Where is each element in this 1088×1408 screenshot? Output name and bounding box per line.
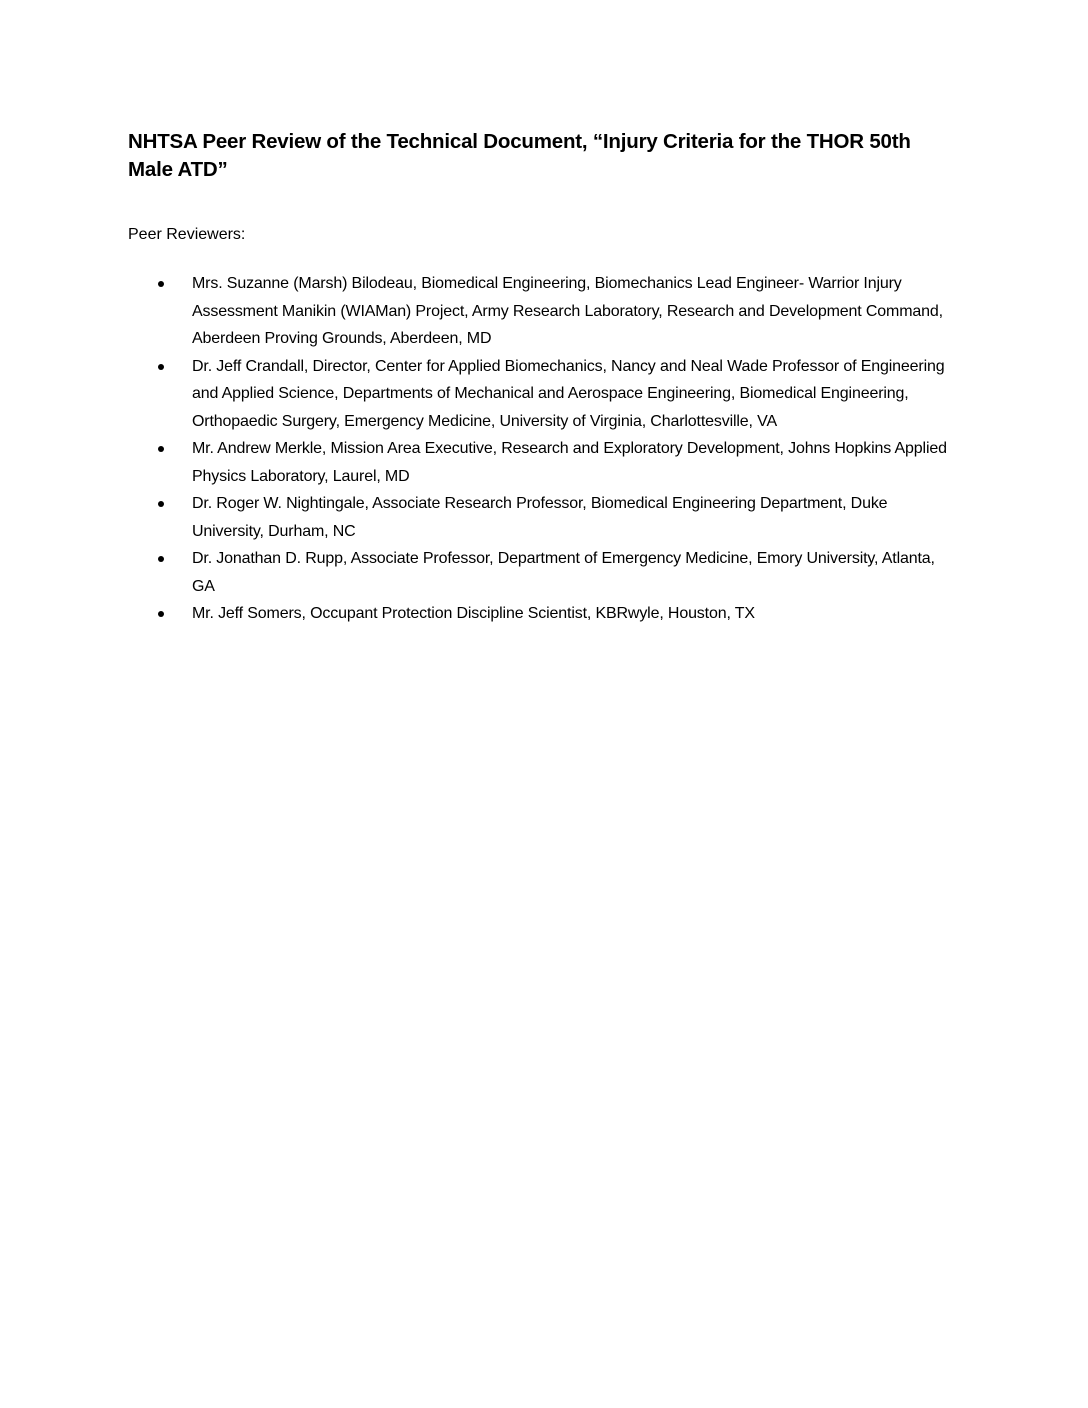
bullet-icon [158, 611, 164, 617]
reviewer-list [128, 270, 958, 628]
page-content [128, 128, 958, 628]
document-title: NHTSA Peer Review of the Technical Document, “Injury Criteria for the THOR 50th Male ATD” [128, 130, 911, 181]
list-item [128, 490, 958, 545]
bullet-icon [158, 281, 164, 287]
list-item [128, 435, 958, 490]
reviewer-text: Mrs. Suzanne (Marsh) Bilodeau, Biomedical Engineering, Biomechanics Lead Engineer- Warrior Injury Assessment Manikin (WIAMan) Project, Army Research Laboratory, Research and Development Command, Aberdeen Proving Grounds, Aberdeen, MD [192, 275, 943, 347]
list-item [128, 600, 958, 628]
reviewer-text: Mr. Andrew Merkle, Mission Area Executive, Research and Exploratory Development, Johns Hopkins Applied Physics Laboratory, Laurel, MD [192, 440, 947, 485]
reviewer-text: Mr. Jeff Somers, Occupant Protection Discipline Scientist, KBRwyle, Houston, TX [192, 605, 755, 622]
peer-reviewers-label: Peer Reviewers: [128, 226, 246, 243]
bullet-icon [158, 556, 164, 562]
reviewer-text: Dr. Jeff Crandall, Director, Center for Applied Biomechanics, Nancy and Neal Wade Professor of Engineering and Applied Science, Departments of Mechanical and Aerospace Engineering, Biomedical Engineering, Orthopaedic Surgery, Emergency Medicine, University of Virginia, Charlottesville, VA [192, 357, 945, 430]
reviewer-text: Dr. Roger W. Nightingale, Associate Research Professor, Biomedical Engineering Department, Duke University, Durham, NC [192, 495, 888, 540]
list-item [128, 545, 958, 600]
bullet-icon [158, 501, 164, 507]
list-item [128, 353, 958, 436]
bullet-icon [158, 364, 164, 370]
list-item [128, 270, 958, 353]
bullet-icon [158, 446, 164, 452]
reviewer-text: Dr. Jonathan D. Rupp, Associate Professor, Department of Emergency Medicine, Emory University, Atlanta, GA [192, 550, 935, 595]
